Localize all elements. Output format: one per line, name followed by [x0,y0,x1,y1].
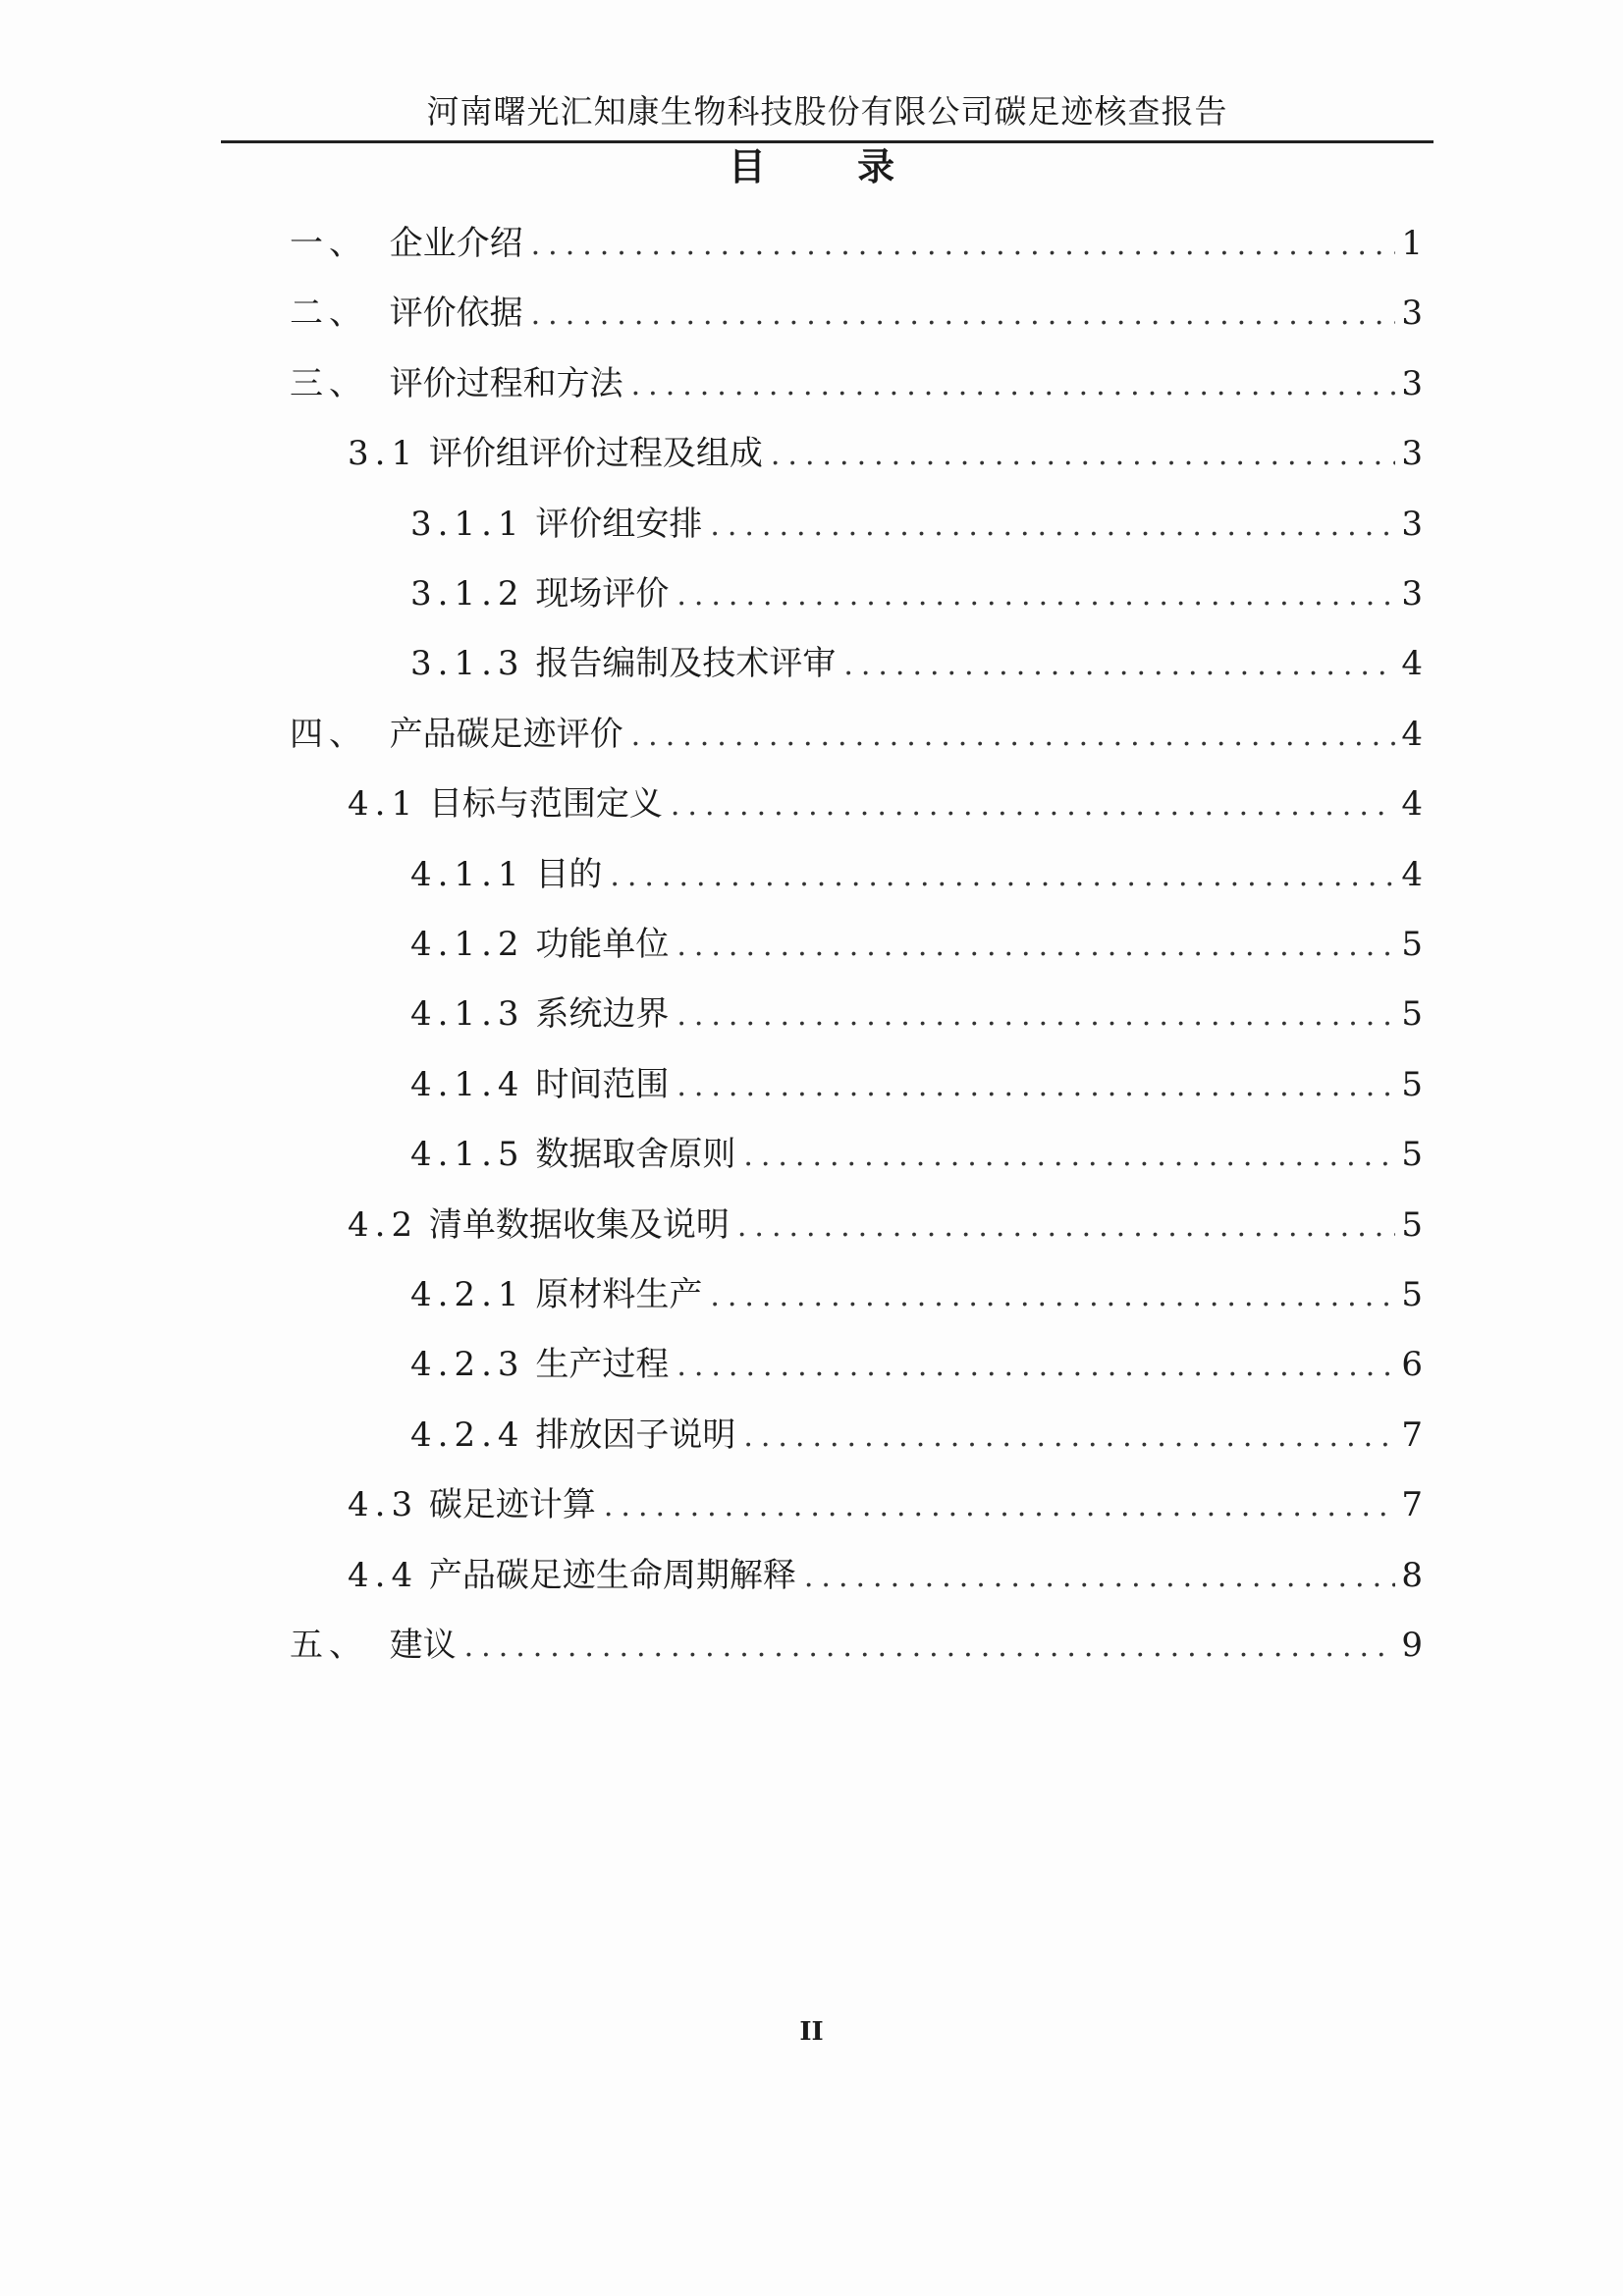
toc-dot-leader [671,783,1395,828]
toc-entry[interactable] [290,221,1423,266]
toc-entry-spacer [525,574,536,614]
toc-entry-spacer [525,855,536,894]
toc-entry-spacer [418,434,429,473]
toc-entry-number: 4.1.3 [410,994,525,1035]
toc-entry-spacer [525,925,536,964]
running-header: 河南曙光汇知康生物科技股份有限公司碳足迹核查报告 [426,92,1228,131]
toc-entry-title: 生产过程 [535,1345,670,1385]
toc-entry-spacer [368,1626,390,1665]
toc-entry[interactable] [348,1202,1423,1248]
toc-entry-spacer [418,1556,429,1595]
toc-entry[interactable] [410,1132,1423,1177]
toc-entry-number: 一、 [290,224,368,263]
toc-dot-leader [531,223,1395,268]
toc-entry-spacer [525,1415,536,1455]
toc-entry[interactable] [410,1342,1423,1387]
toc-entry[interactable] [348,1553,1423,1598]
toc-entry-number: 3.1.3 [410,644,525,684]
toc-entry-page-number: 6 [1401,1345,1423,1385]
toc-entry-number: 3.1.2 [410,574,525,614]
toc-entry-page-number: 5 [1401,1135,1423,1175]
toc-entry[interactable] [410,502,1423,547]
toc-entry-page-number: 3 [1401,504,1423,544]
toc-entry-title: 碳足迹计算 [428,1485,596,1525]
toc-entry-page-number: 3 [1401,574,1423,614]
toc-entry[interactable] [410,1413,1423,1458]
toc-entry-number: 4.1.1 [410,854,525,894]
toc-entry-spacer [418,1205,429,1245]
toc-dot-leader [464,1625,1395,1670]
toc-entry[interactable] [410,641,1423,686]
toc-dot-leader [771,433,1395,478]
toc-entry-title: 清单数据收集及说明 [428,1204,730,1245]
toc-entry-title: 原材料生产 [535,1275,703,1314]
toc-entry-number: 3.1 [348,434,419,474]
toc-entry-number: 4.2.3 [410,1345,525,1385]
toc-entry-number: 五、 [290,1626,368,1665]
toc-entry[interactable] [290,291,1423,336]
toc-entry-spacer [525,994,536,1034]
toc-dot-leader [610,854,1395,899]
toc-entry[interactable] [410,1272,1423,1317]
toc-entry[interactable] [410,922,1423,967]
toc-entry-page-number: 5 [1401,925,1423,964]
toc-entry-page-number: 5 [1401,1204,1423,1245]
toc-entry[interactable] [348,431,1423,476]
toc-entry-spacer [525,1345,536,1384]
toc-entry-title: 建议 [389,1626,457,1665]
toc-entry-title: 企业介绍 [389,224,523,263]
toc-entry[interactable] [410,571,1423,616]
toc-entry-page-number: 3 [1401,434,1423,474]
toc-entry-title: 排放因子说明 [535,1415,736,1455]
toc-dot-leader [676,1344,1395,1389]
toc-entry-title: 功能单位 [535,925,670,964]
toc-title: 目 录 [728,144,935,188]
toc-entry-spacer [525,505,536,544]
toc-dot-leader [804,1555,1395,1600]
toc-entry-number: 4.1.5 [410,1135,525,1175]
toc-dot-leader [843,643,1395,688]
toc-entry-page-number: 3 [1401,363,1423,403]
toc-entry[interactable] [290,361,1423,406]
toc-entry-page-number: 4 [1401,714,1423,754]
toc-entry[interactable] [410,1062,1423,1107]
toc-entry[interactable] [290,1623,1423,1668]
toc-entry-spacer [368,294,390,333]
toc-entry-page-number: 7 [1401,1415,1423,1455]
toc-entry-page-number: 5 [1401,994,1423,1035]
toc-entry-spacer [525,1065,536,1104]
toc-dot-leader [710,1274,1395,1319]
toc-entry-spacer [525,1135,536,1174]
toc-entry-page-number: 4 [1401,854,1423,894]
toc-entry-number: 4.1 [348,784,419,825]
toc-entry-title: 目的 [535,854,603,894]
toc-entry-number: 4.1.2 [410,925,525,964]
toc-entry-title: 评价过程和方法 [389,363,623,403]
toc-entry-title: 数据取舍原则 [535,1135,736,1175]
toc-entry-title: 产品碳足迹评价 [389,714,623,754]
toc-entry-spacer [525,644,536,683]
toc-entry-title: 评价组评价过程及组成 [428,434,763,474]
toc-dot-leader [604,1484,1395,1529]
page-number: II [799,2017,824,2047]
toc-entry-page-number: 9 [1401,1626,1423,1665]
toc-entry-number: 三、 [290,363,368,403]
toc-entry-title: 目标与范围定义 [428,784,663,825]
toc-dot-leader [676,993,1395,1039]
toc-dot-leader [531,293,1395,338]
toc-dot-leader [743,1415,1395,1460]
toc-entry[interactable] [410,991,1423,1037]
toc-entry-page-number: 4 [1401,784,1423,825]
toc-entry-number: 二、 [290,294,368,334]
toc-entry-title: 评价组安排 [535,504,703,544]
toc-entry-title: 报告编制及技术评审 [535,644,837,684]
toc-entry-page-number: 3 [1401,294,1423,334]
toc-entry-page-number: 5 [1401,1064,1423,1104]
toc-entry[interactable] [410,852,1423,897]
toc-entry-spacer [368,364,390,403]
toc-dot-leader [676,924,1395,969]
toc-entry-title: 系统边界 [535,994,670,1035]
toc-entry-number: 4.4 [348,1555,419,1595]
toc-dot-leader [710,504,1395,549]
toc-dot-leader [631,714,1395,759]
toc-entry-number: 4.1.4 [410,1064,525,1104]
toc-entry-spacer [368,224,390,263]
toc-entry-page-number: 5 [1401,1275,1423,1314]
toc-entry-title: 评价依据 [389,294,523,334]
toc-dot-leader [676,1064,1395,1109]
toc-entry-spacer [418,784,429,824]
toc-entry-page-number: 1 [1401,224,1423,263]
toc-dot-leader [631,363,1395,408]
toc-entry-page-number: 8 [1401,1555,1423,1595]
toc-entry[interactable] [290,712,1423,757]
toc-entry-number: 4.2 [348,1204,419,1245]
toc-entry-number: 4.2.1 [410,1275,525,1314]
toc-entry[interactable] [348,781,1423,827]
toc-entry-spacer [368,715,390,754]
toc-entry-number: 四、 [290,714,368,754]
toc-entry-title: 产品碳足迹生命周期解释 [428,1555,796,1595]
toc-dot-leader [737,1204,1395,1250]
toc-entry-number: 4.3 [348,1485,419,1525]
toc-entry-page-number: 4 [1401,644,1423,684]
toc-entry-title: 时间范围 [535,1064,670,1104]
toc-entry-title: 现场评价 [535,574,670,614]
toc-entry-number: 4.2.4 [410,1415,525,1455]
toc-entry-number: 3.1.1 [410,504,525,544]
toc-dot-leader [743,1134,1395,1179]
toc-entry-page-number: 7 [1401,1485,1423,1525]
toc-entry-spacer [418,1485,429,1524]
toc-entry-spacer [525,1275,536,1314]
toc-dot-leader [676,573,1395,618]
toc-entry[interactable] [348,1482,1423,1527]
